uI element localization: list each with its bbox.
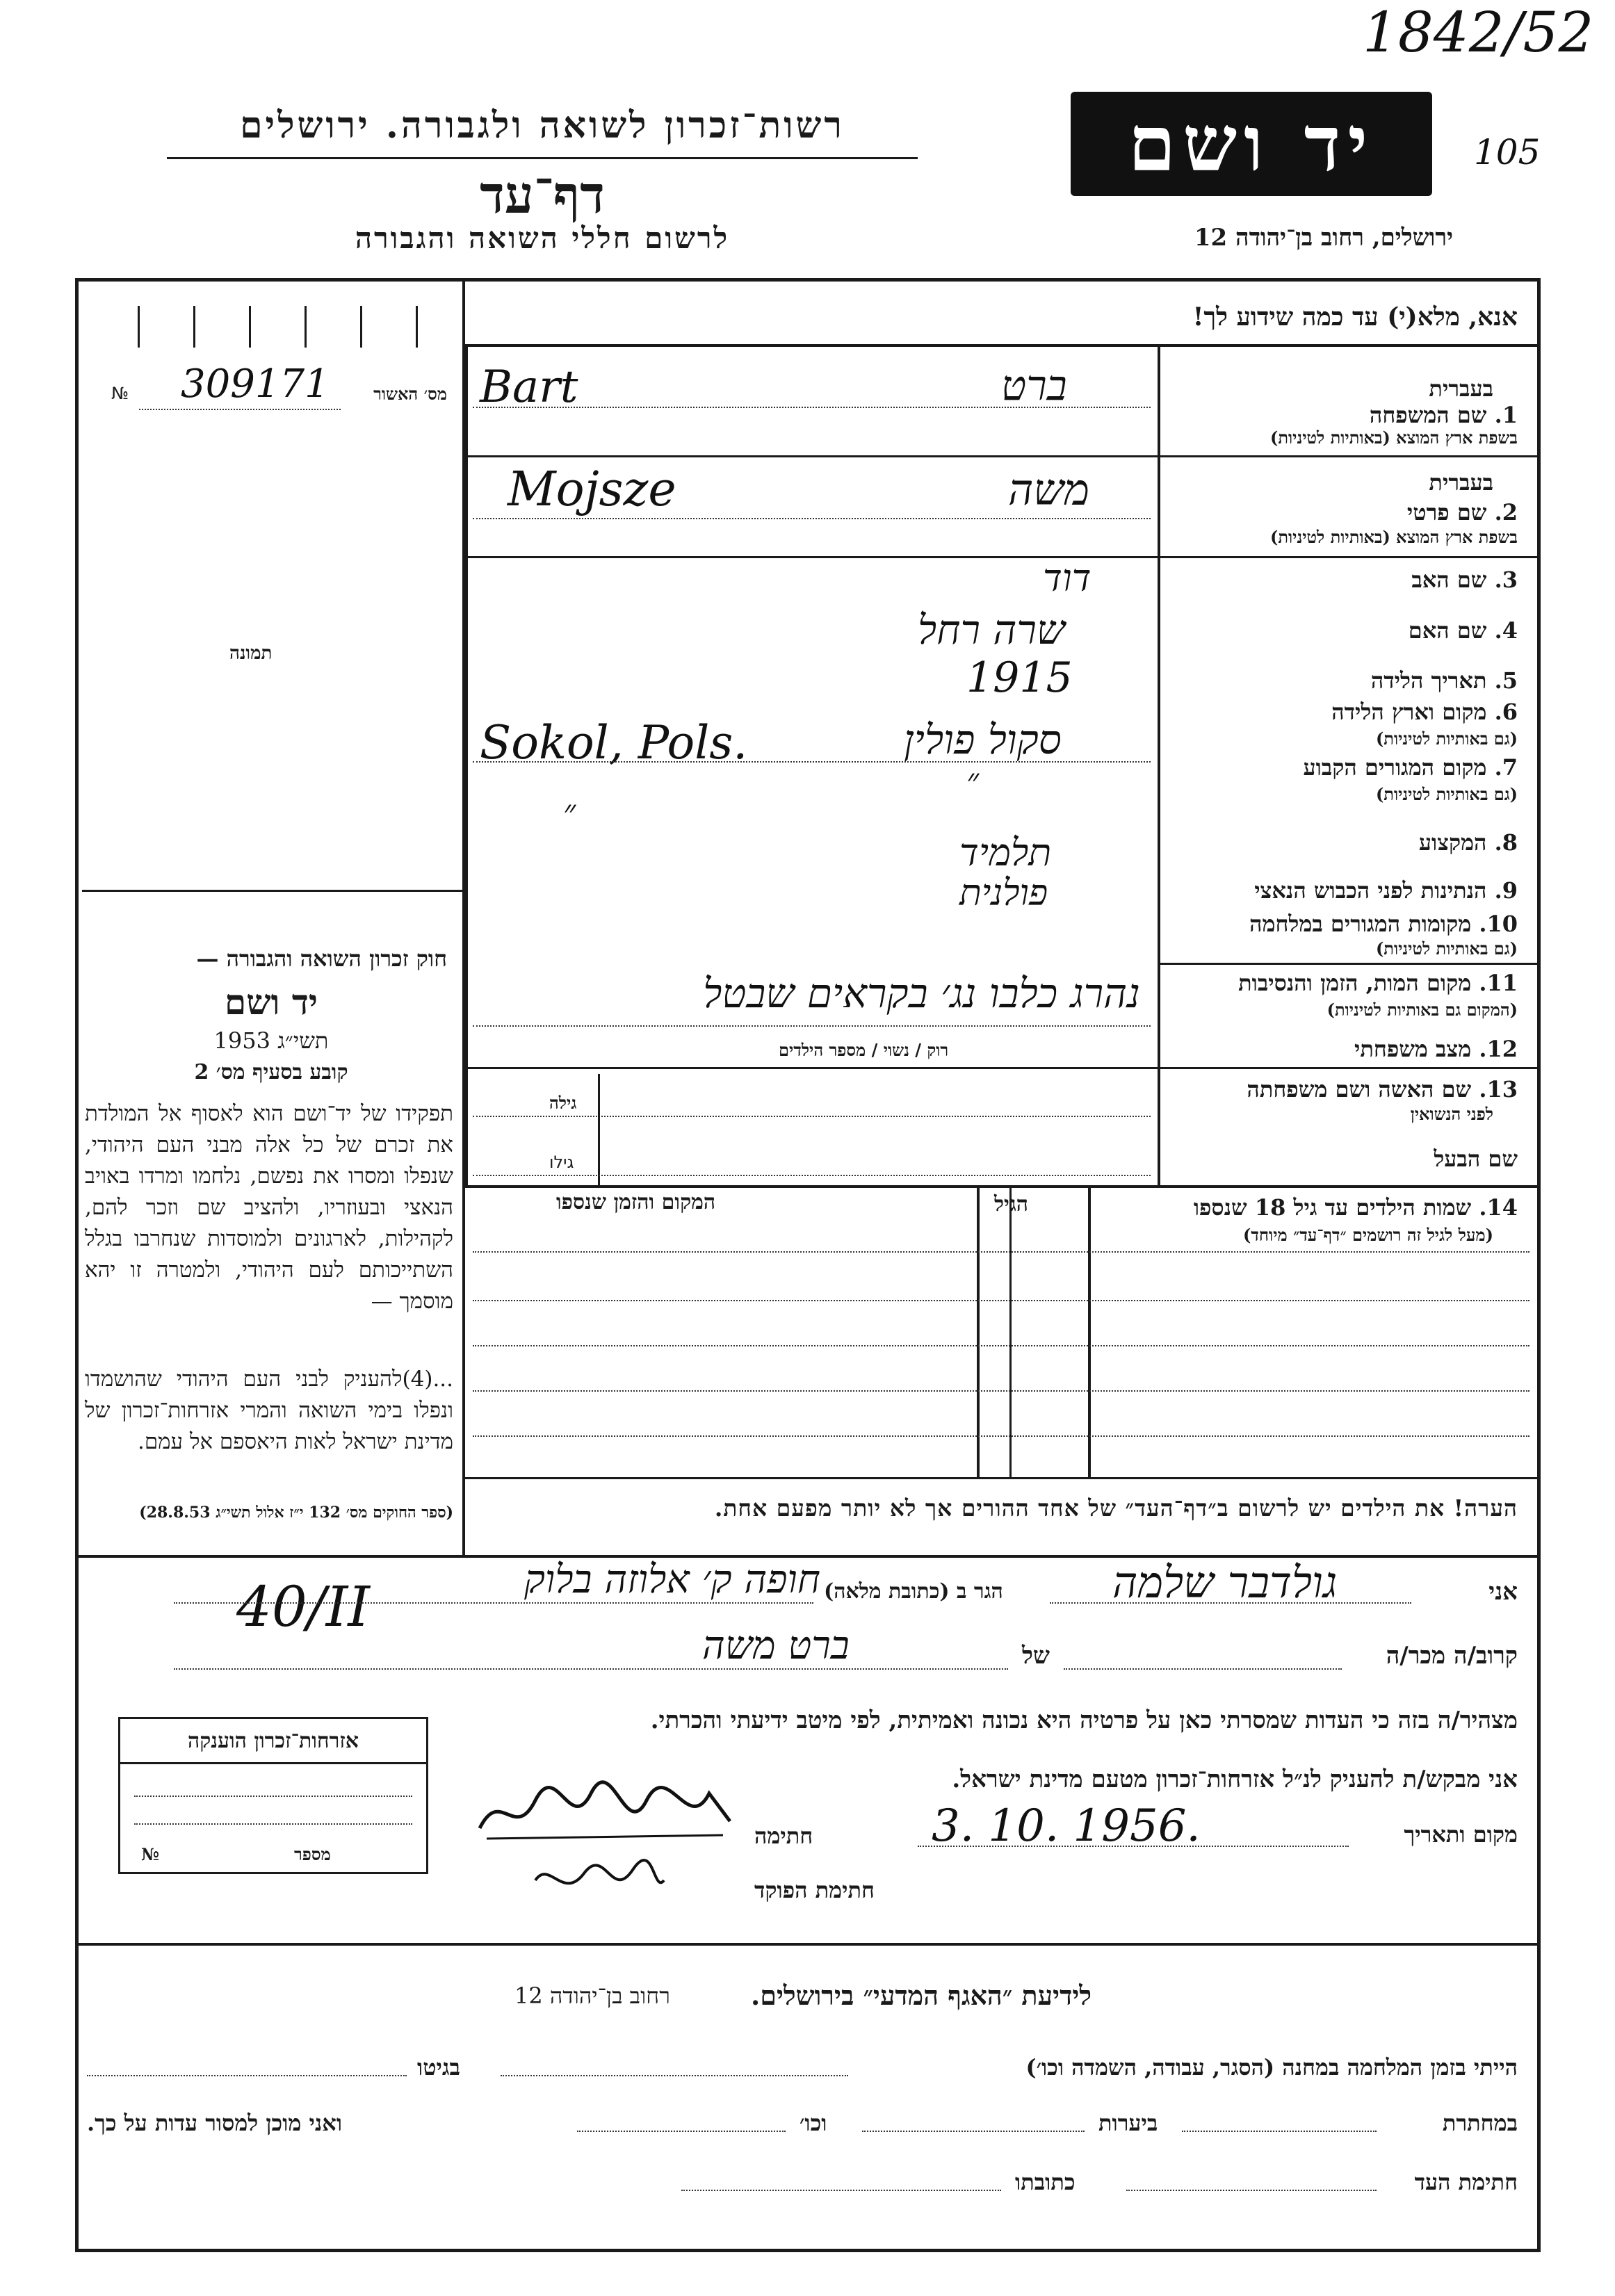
field-10-label: 10. מקומות המגורים במלחמה [1249, 911, 1518, 937]
of-line [174, 1668, 1008, 1670]
field-1-latin: Bart [480, 361, 578, 413]
bottom-line-1-fill [501, 2075, 848, 2076]
certificate-number-label: מספר [294, 1844, 331, 1864]
approval-ticks [82, 306, 457, 348]
husband-line [473, 1175, 1151, 1176]
field-2-sub: בשפת ארץ המוצא (באותיות לטיניות) [1270, 527, 1518, 547]
children-label: 14. שמות הילדים עד גיל 18 שנספו [1193, 1194, 1518, 1221]
law-body: תפקידו של יד־ושם הוא לאסוף אל המולדת את זכרם של כל אלה מבני העם היהודי, שנפלו ומסרו את נפשם, נלחמו ומרדו באויב הנאצי ובעוזריו, ולהציב שם וזכר להם, לקהילות, לארגונים ולמוסדות שנחרבו בגלל השתייכותם לעם היהודי, ולמטרה זו יהא מוסמך — [85, 1101, 453, 1314]
field-4-label: 4. שם האם [1408, 617, 1518, 644]
field-12-label: 12. מצב משפחתי [1354, 1036, 1518, 1062]
frame-left [75, 278, 79, 2252]
photo-label: תמונה [229, 643, 273, 664]
witness-resides-label: הגר ב (כתובת מלאה) [824, 1579, 1003, 1604]
children-row-4 [473, 1390, 1529, 1392]
field-6-sub: (גם באותיות לטיניות) [1375, 728, 1518, 749]
witness-sign-line [1126, 2190, 1377, 2191]
frame-bottom [75, 2249, 1541, 2252]
form-title: דף־עד [480, 165, 605, 225]
bottom-section-top [75, 1943, 1541, 1946]
certificate-box [118, 1717, 428, 1874]
field-11-label: 11. מקום המות, הזמן והנסיבות [1238, 970, 1518, 996]
field-5-value: 1915 [966, 653, 1073, 702]
field-6-line [473, 761, 1151, 763]
bottom-line-2-fill-c [577, 2131, 786, 2132]
field-6-latin: Sokol, Pols. [480, 716, 748, 770]
witness-address-line [174, 1602, 813, 1604]
bottom-line-2-a: במחתרת [1442, 2110, 1518, 2136]
field-2-line [473, 518, 1151, 519]
header-address: ירושלים, רחוב בן־יהודה 12 [1194, 224, 1453, 252]
children-row-1 [473, 1251, 1529, 1253]
bottom-line-1-tail [87, 2075, 407, 2076]
field-11-line [473, 1025, 1151, 1027]
form-subtitle: לרשום חללי השואה והגבורה [355, 221, 730, 255]
field-7-sub: (גם באותיות לטיניות) [1375, 784, 1518, 804]
witness-sign-label: חתימת העד [1414, 2169, 1518, 2195]
header-underline [167, 157, 918, 159]
witness-signature-scribble [473, 1773, 737, 1849]
field-7-ditto: ״ [563, 792, 576, 831]
children-table-col-2 [977, 1185, 980, 1477]
approval-label: מס׳ האשור [373, 384, 447, 404]
field-12-options: רוק / נשוי / מספר הילדים [779, 1040, 949, 1060]
row-sep-13 [465, 1185, 1537, 1188]
officer-signature-scribble [528, 1853, 667, 1908]
bottom-line-2-c: וכו׳ [800, 2110, 827, 2136]
bottom-line-2-b: ביערות [1098, 2110, 1158, 2136]
certificate-line-1 [134, 1796, 412, 1797]
date-value: 3. 10. 1956. [932, 1800, 1201, 1852]
witness-block: 40/II [236, 1574, 370, 1639]
bottom-title: לידיעת ״האגף המדעי״ בירושלים. [751, 1980, 1092, 2011]
witness-name: גולדבר שלמה [1112, 1557, 1338, 1608]
field-1-line [473, 407, 1151, 408]
law-body-2: ...(4)להעניק לבני העם היהודי שהושמדו ונפלו בימי השואה והמרי אזרחות־זכרון של מדינת ישראל לאות היאספם אל עמם. [85, 1367, 453, 1454]
place-date-label: מקום ותאריך [1404, 1821, 1518, 1848]
field-6-hebrew: סקול פולין [904, 716, 1062, 763]
field-2-label: 2. שם פרטי [1406, 499, 1518, 526]
witness-address: חופה ק׳ אלוזה בלוק [524, 1557, 820, 1602]
frame-top [75, 278, 1541, 282]
photo-box-bottom [82, 890, 462, 892]
field-9-value: פולנית [959, 872, 1048, 914]
husband-age-label: גילו [549, 1153, 574, 1172]
bottom-line-2-d: ואני מוכן למסור עדות על כך. [87, 2110, 343, 2136]
children-table-bottom [465, 1477, 1537, 1479]
request-text: אני מבקש/ת להעניק לנ״ל אזרחות־זכרון מטעם מדינת ישראל. [952, 1766, 1518, 1793]
field-11-value: נהרג כלבו נג׳ בקראים שבטל [703, 970, 1140, 1017]
field-2-lang: בעברית [1429, 469, 1493, 496]
value-column-left [465, 344, 468, 1185]
husband-label: שם הבעל [1434, 1146, 1518, 1172]
field-13-age-label: גילה [549, 1093, 577, 1113]
officer-label: חתימת הפוקד [754, 1877, 875, 1903]
org-name: רשות־זכרון לשואה ולגבורה. ירושלים [240, 104, 845, 147]
law-year: תשי״ג 1953 [213, 1027, 329, 1054]
row-sep-12 [465, 1067, 1537, 1069]
witness-name-line [1050, 1602, 1411, 1604]
law-name: יד ושם [225, 982, 318, 1023]
children-table-col-1 [1088, 1185, 1091, 1477]
field-2-hebrew: משה [1008, 464, 1089, 515]
field-10-line [1158, 963, 1537, 965]
row-sep-2 [465, 556, 1537, 558]
archive-number: 1842/52 [1363, 0, 1594, 65]
frame-right [1537, 278, 1541, 2252]
law-heading: חוק זכרון השואה והגבורה — [196, 945, 447, 972]
approval-no-symbol: № [111, 384, 129, 403]
bottom-line-1-end: בגיטו [417, 2054, 460, 2081]
bottom-line-2-fill-b [862, 2131, 1085, 2132]
instruction-row-line [465, 344, 1537, 347]
field-1-label: 1. שם המשפחה [1369, 402, 1518, 428]
children-sub: (מעל לגיל זה רושמים ״דף־עד״ מיוחד) [1242, 1225, 1493, 1245]
bottom-line-2-fill-a [1182, 2131, 1377, 2132]
children-row-3 [473, 1345, 1529, 1346]
officer-signature [528, 1853, 667, 1908]
field-5-label: 5. תאריך הלידה [1370, 667, 1518, 694]
witness-signature [473, 1773, 737, 1849]
children-col-age: הגיל [994, 1192, 1029, 1216]
note-text: הערה! את הילדים יש לרשום ב״דף־העד״ של אחד ההורים אך לא יותר מפעם אחת. [714, 1495, 1518, 1522]
children-row-2 [473, 1300, 1529, 1301]
certificate-line-2 [134, 1823, 412, 1825]
yad-vashem-logo [1071, 92, 1432, 196]
field-8-label: 8. המקצוע [1418, 829, 1518, 856]
field-11-sub: (המקום גם באותיות לטיניות) [1326, 1000, 1518, 1020]
field-2-latin: Mojsze [508, 462, 676, 517]
field-8-value: תלמיד [959, 831, 1052, 874]
field-9-label: 9. הנתינות לפני הכבוש הנאצי [1254, 877, 1518, 904]
field-13-line [473, 1116, 1151, 1117]
field-1-sub: בשפת ארץ המוצא (באותיות לטיניות) [1270, 428, 1518, 448]
field-1-lang: בעברית [1429, 375, 1493, 402]
certificate-title: אזרחות־זכרון הוענקה [187, 1729, 359, 1753]
field-7-label: 7. מקום המגורים הקבוע [1303, 754, 1518, 781]
children-col-place: המקום והזמן שנספו [556, 1190, 716, 1214]
row-sep-1 [465, 455, 1537, 457]
children-table-col-3 [1009, 1185, 1012, 1477]
declaration-text: מצהיר/ה בזה כי העדות שמסרתי כאן על פרטיה היא נכונה ואמיתית, לפי מיטב ידיעתי והכרתי. [650, 1707, 1518, 1734]
field-13-age-sep [598, 1074, 600, 1185]
signature-label: חתימה [754, 1823, 813, 1849]
page-number: 105 [1474, 132, 1541, 172]
bottom-line-1: הייתי בזמן המלחמה במחנה (הסגר, עבודה, השמדה וכו׳) [1025, 2054, 1518, 2081]
witness-address-line-bottom [681, 2190, 1001, 2191]
field-6-label: 6. מקום וארץ הלידה [1331, 699, 1518, 725]
field-10-sub: (גם באותיות לטיניות) [1375, 938, 1518, 959]
field-7-value: ״ [966, 761, 980, 800]
date-line [918, 1846, 1349, 1847]
of-value: ברט משה [702, 1623, 850, 1668]
witness-i-label: אני [1488, 1578, 1518, 1606]
field-13-label: 13. שם האשה ושם משפחתה [1247, 1076, 1518, 1102]
approval-number: 309171 [181, 361, 330, 407]
certificate-title-line [120, 1762, 426, 1764]
bottom-address: רחוב בן־יהודה 12 [514, 1982, 670, 2009]
logo-text: יד ושם [1128, 99, 1375, 188]
instruction-text: אנא, מלא(י) עד כמה שידוע לך! [1192, 302, 1518, 332]
approval-line [139, 409, 341, 410]
of-label: של [1022, 1642, 1050, 1670]
field-1-hebrew: ברט [1001, 361, 1067, 410]
witness-address-label: כתובתו [1015, 2169, 1076, 2195]
certificate-no-symbol: № [141, 1844, 160, 1864]
field-3-label: 3. שם האב [1411, 567, 1518, 593]
law-clause: קובע בסעיף מס׳ 2 [194, 1060, 348, 1084]
label-column-divider [1158, 344, 1160, 1185]
field-4-value: שרה רחל [918, 606, 1065, 653]
field-13-sub: לפני הנשואין [1410, 1104, 1493, 1124]
law-citation: (ספר החוקים מס׳ 132 י״ז אלול תשי״ג 28.8.53) [139, 1504, 453, 1522]
field-3-value: דוד [1043, 556, 1091, 600]
relative-label: קרוב/ה מכר/ה [1386, 1642, 1518, 1670]
relative-line [1064, 1668, 1342, 1670]
children-row-5 [473, 1435, 1529, 1437]
